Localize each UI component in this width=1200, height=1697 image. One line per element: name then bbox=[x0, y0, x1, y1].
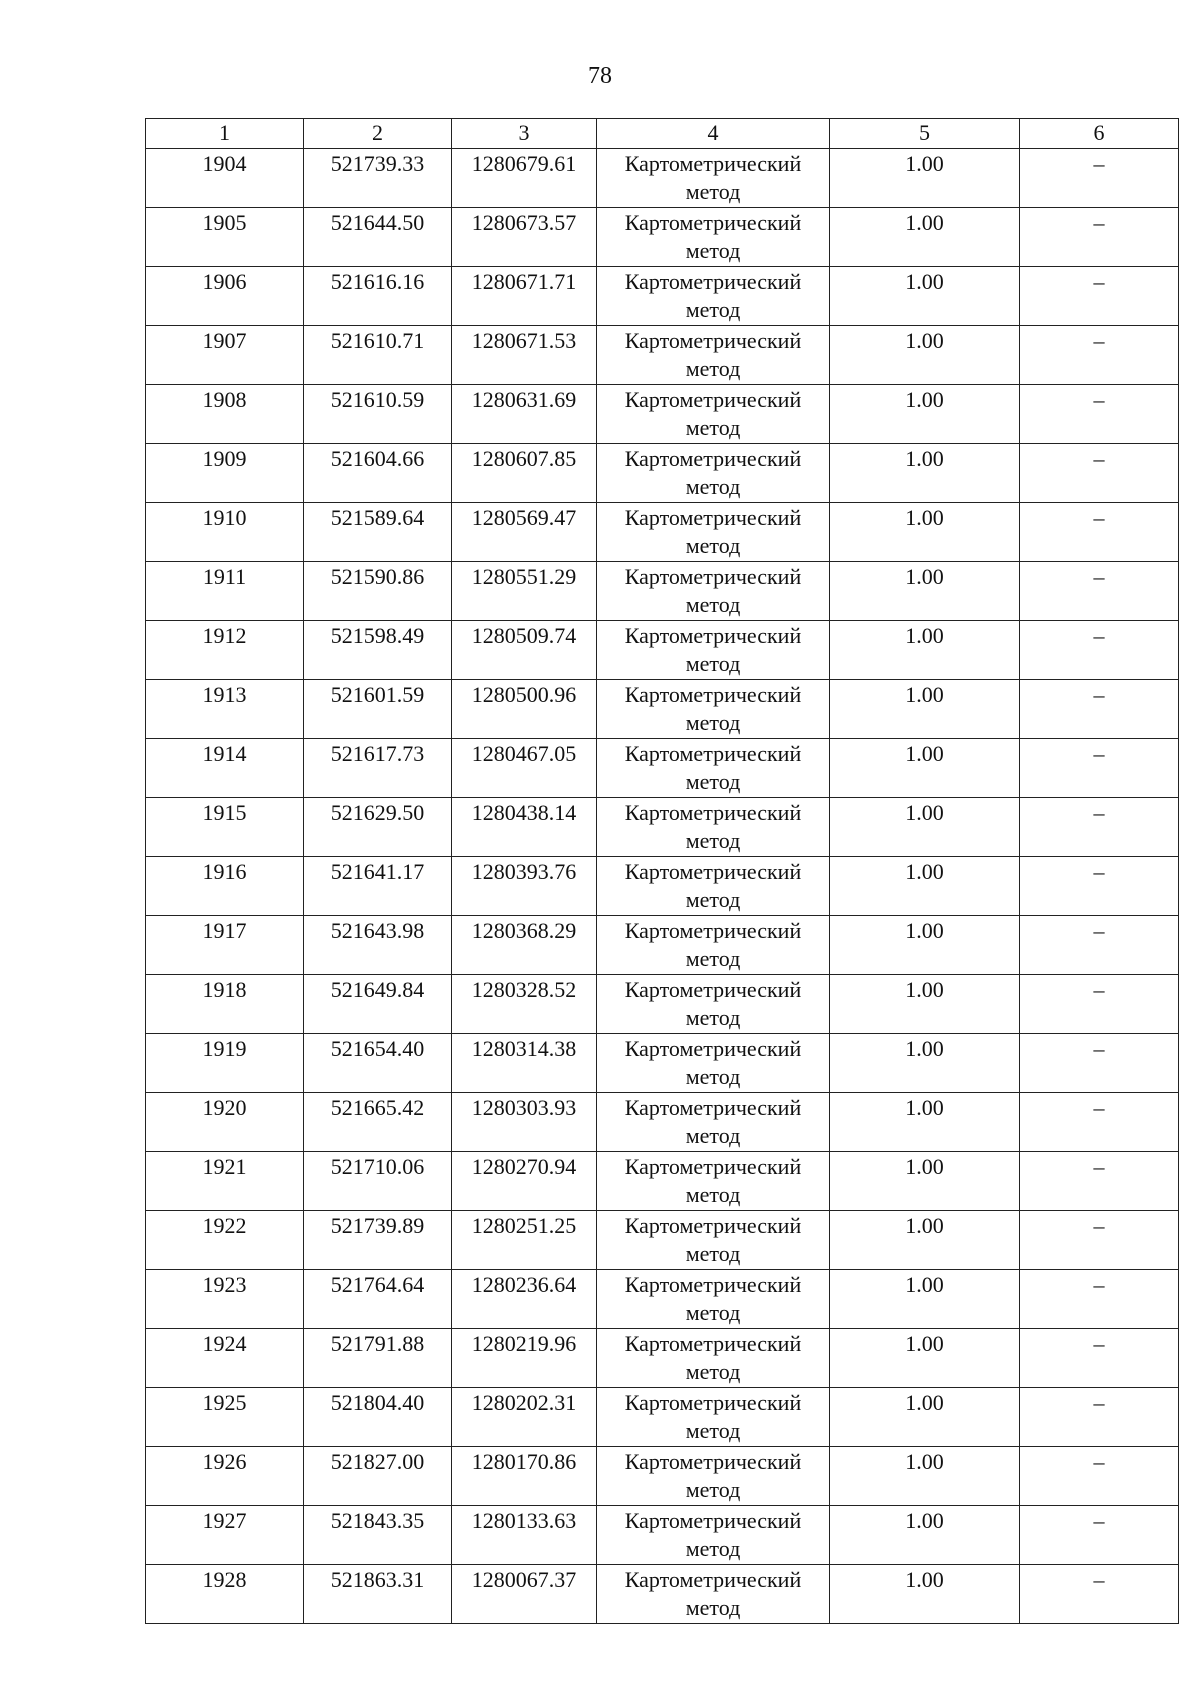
y-coordinate-cell: 1280671.53 bbox=[452, 326, 597, 385]
method-line-2: метод bbox=[685, 356, 741, 381]
note-cell: – bbox=[1020, 562, 1179, 621]
column-header-2: 2 bbox=[304, 119, 452, 149]
method-line-1: Картометрический bbox=[624, 623, 802, 648]
y-coordinate-cell: 1280067.37 bbox=[452, 1565, 597, 1624]
method-line-2: метод bbox=[685, 1182, 741, 1207]
method-line-1: Картометрический bbox=[624, 151, 802, 176]
method-line-2: метод bbox=[685, 1241, 741, 1266]
method-line-2: метод bbox=[685, 297, 741, 322]
point-number-cell: 1911 bbox=[146, 562, 304, 621]
x-coordinate-cell: 521764.64 bbox=[304, 1270, 452, 1329]
x-coordinate-cell: 521804.40 bbox=[304, 1388, 452, 1447]
x-coordinate-cell: 521654.40 bbox=[304, 1034, 452, 1093]
x-coordinate-cell: 521641.17 bbox=[304, 857, 452, 916]
table-header bbox=[146, 119, 1179, 149]
note-cell: – bbox=[1020, 1270, 1179, 1329]
method-cell bbox=[597, 680, 830, 739]
note-cell: – bbox=[1020, 149, 1179, 208]
method-line-2: метод bbox=[685, 1359, 741, 1384]
y-coordinate-cell: 1280368.29 bbox=[452, 916, 597, 975]
x-coordinate-cell: 521610.71 bbox=[304, 326, 452, 385]
table-row bbox=[146, 267, 1179, 326]
table-row bbox=[146, 208, 1179, 267]
accuracy-cell: 1.00 bbox=[830, 1270, 1020, 1329]
table-row bbox=[146, 1093, 1179, 1152]
method-line-2: метод bbox=[685, 828, 741, 853]
x-coordinate-cell: 521665.42 bbox=[304, 1093, 452, 1152]
x-coordinate-cell: 521629.50 bbox=[304, 798, 452, 857]
table-row bbox=[146, 1506, 1179, 1565]
table-row bbox=[146, 444, 1179, 503]
method-cell bbox=[597, 326, 830, 385]
table-row bbox=[146, 975, 1179, 1034]
method-line-1: Картометрический bbox=[624, 1390, 802, 1415]
note-cell: – bbox=[1020, 1034, 1179, 1093]
column-header-1: 1 bbox=[146, 119, 304, 149]
column-header-5: 5 bbox=[830, 119, 1020, 149]
table-row bbox=[146, 916, 1179, 975]
table-row bbox=[146, 621, 1179, 680]
accuracy-cell: 1.00 bbox=[830, 1093, 1020, 1152]
note-cell: – bbox=[1020, 680, 1179, 739]
method-line-2: метод bbox=[685, 1123, 741, 1148]
y-coordinate-cell: 1280500.96 bbox=[452, 680, 597, 739]
note-cell: – bbox=[1020, 326, 1179, 385]
x-coordinate-cell: 521598.49 bbox=[304, 621, 452, 680]
table-row bbox=[146, 739, 1179, 798]
method-line-1: Картометрический bbox=[624, 1213, 802, 1238]
accuracy-cell: 1.00 bbox=[830, 680, 1020, 739]
x-coordinate-cell: 521589.64 bbox=[304, 503, 452, 562]
y-coordinate-cell: 1280170.86 bbox=[452, 1447, 597, 1506]
y-coordinate-cell: 1280303.93 bbox=[452, 1093, 597, 1152]
method-line-2: метод bbox=[685, 179, 741, 204]
method-line-1: Картометрический bbox=[624, 210, 802, 235]
point-number-cell: 1913 bbox=[146, 680, 304, 739]
column-header-6: 6 bbox=[1020, 119, 1179, 149]
method-line-2: метод bbox=[685, 1595, 741, 1620]
x-coordinate-cell: 521649.84 bbox=[304, 975, 452, 1034]
accuracy-cell: 1.00 bbox=[830, 857, 1020, 916]
method-cell bbox=[597, 444, 830, 503]
x-coordinate-cell: 521604.66 bbox=[304, 444, 452, 503]
method-cell bbox=[597, 267, 830, 326]
method-line-1: Картометрический bbox=[624, 741, 802, 766]
note-cell: – bbox=[1020, 208, 1179, 267]
note-cell: – bbox=[1020, 1329, 1179, 1388]
method-cell bbox=[597, 975, 830, 1034]
note-cell: – bbox=[1020, 444, 1179, 503]
method-cell bbox=[597, 1093, 830, 1152]
method-cell bbox=[597, 1388, 830, 1447]
table-row bbox=[146, 562, 1179, 621]
method-line-1: Картометрический bbox=[624, 977, 802, 1002]
x-coordinate-cell: 521616.16 bbox=[304, 267, 452, 326]
method-line-1: Картометрический bbox=[624, 446, 802, 471]
y-coordinate-cell: 1280314.38 bbox=[452, 1034, 597, 1093]
method-line-1: Картометрический bbox=[624, 387, 802, 412]
y-coordinate-cell: 1280270.94 bbox=[452, 1152, 597, 1211]
point-number-cell: 1918 bbox=[146, 975, 304, 1034]
point-number-cell: 1924 bbox=[146, 1329, 304, 1388]
method-cell bbox=[597, 1565, 830, 1624]
x-coordinate-cell: 521617.73 bbox=[304, 739, 452, 798]
note-cell: – bbox=[1020, 739, 1179, 798]
point-number-cell: 1909 bbox=[146, 444, 304, 503]
y-coordinate-cell: 1280631.69 bbox=[452, 385, 597, 444]
x-coordinate-cell: 521739.89 bbox=[304, 1211, 452, 1270]
method-line-1: Картометрический bbox=[624, 682, 802, 707]
table-row bbox=[146, 1329, 1179, 1388]
note-cell: – bbox=[1020, 385, 1179, 444]
table-row bbox=[146, 857, 1179, 916]
y-coordinate-cell: 1280133.63 bbox=[452, 1506, 597, 1565]
method-cell bbox=[597, 1211, 830, 1270]
method-line-1: Картометрический bbox=[624, 859, 802, 884]
method-line-2: метод bbox=[685, 1418, 741, 1443]
point-number-cell: 1907 bbox=[146, 326, 304, 385]
note-cell: – bbox=[1020, 1447, 1179, 1506]
method-line-1: Картометрический bbox=[624, 1154, 802, 1179]
y-coordinate-cell: 1280202.31 bbox=[452, 1388, 597, 1447]
note-cell: – bbox=[1020, 798, 1179, 857]
x-coordinate-cell: 521601.59 bbox=[304, 680, 452, 739]
y-coordinate-cell: 1280679.61 bbox=[452, 149, 597, 208]
y-coordinate-cell: 1280551.29 bbox=[452, 562, 597, 621]
y-coordinate-cell: 1280251.25 bbox=[452, 1211, 597, 1270]
method-line-1: Картометрический bbox=[624, 1036, 802, 1061]
point-number-cell: 1917 bbox=[146, 916, 304, 975]
coordinates-table bbox=[145, 118, 1179, 1624]
y-coordinate-cell: 1280673.57 bbox=[452, 208, 597, 267]
method-cell bbox=[597, 208, 830, 267]
point-number-cell: 1921 bbox=[146, 1152, 304, 1211]
method-line-1: Картометрический bbox=[624, 269, 802, 294]
note-cell: – bbox=[1020, 621, 1179, 680]
method-line-2: метод bbox=[685, 710, 741, 735]
point-number-cell: 1912 bbox=[146, 621, 304, 680]
method-cell bbox=[597, 149, 830, 208]
accuracy-cell: 1.00 bbox=[830, 503, 1020, 562]
method-line-1: Картометрический bbox=[624, 918, 802, 943]
point-number-cell: 1926 bbox=[146, 1447, 304, 1506]
accuracy-cell: 1.00 bbox=[830, 444, 1020, 503]
method-cell bbox=[597, 385, 830, 444]
point-number-cell: 1910 bbox=[146, 503, 304, 562]
method-line-2: метод bbox=[685, 1536, 741, 1561]
method-cell bbox=[597, 1152, 830, 1211]
column-header-4: 4 bbox=[597, 119, 830, 149]
point-number-cell: 1920 bbox=[146, 1093, 304, 1152]
point-number-cell: 1928 bbox=[146, 1565, 304, 1624]
method-cell bbox=[597, 798, 830, 857]
accuracy-cell: 1.00 bbox=[830, 1447, 1020, 1506]
accuracy-cell: 1.00 bbox=[830, 798, 1020, 857]
method-cell bbox=[597, 503, 830, 562]
y-coordinate-cell: 1280509.74 bbox=[452, 621, 597, 680]
method-line-2: метод bbox=[685, 887, 741, 912]
note-cell: – bbox=[1020, 975, 1179, 1034]
point-number-cell: 1925 bbox=[146, 1388, 304, 1447]
accuracy-cell: 1.00 bbox=[830, 208, 1020, 267]
table-row bbox=[146, 1270, 1179, 1329]
accuracy-cell: 1.00 bbox=[830, 1034, 1020, 1093]
table-row bbox=[146, 1034, 1179, 1093]
note-cell: – bbox=[1020, 916, 1179, 975]
method-line-2: метод bbox=[685, 651, 741, 676]
method-line-2: метод bbox=[685, 1477, 741, 1502]
method-cell bbox=[597, 1447, 830, 1506]
accuracy-cell: 1.00 bbox=[830, 385, 1020, 444]
accuracy-cell: 1.00 bbox=[830, 1152, 1020, 1211]
table-row bbox=[146, 1565, 1179, 1624]
table-row bbox=[146, 149, 1179, 208]
x-coordinate-cell: 521827.00 bbox=[304, 1447, 452, 1506]
method-line-2: метод bbox=[685, 238, 741, 263]
y-coordinate-cell: 1280236.64 bbox=[452, 1270, 597, 1329]
method-cell bbox=[597, 739, 830, 798]
y-coordinate-cell: 1280219.96 bbox=[452, 1329, 597, 1388]
method-cell bbox=[597, 1034, 830, 1093]
y-coordinate-cell: 1280328.52 bbox=[452, 975, 597, 1034]
x-coordinate-cell: 521863.31 bbox=[304, 1565, 452, 1624]
note-cell: – bbox=[1020, 1152, 1179, 1211]
note-cell: – bbox=[1020, 503, 1179, 562]
method-cell bbox=[597, 916, 830, 975]
table-row bbox=[146, 1447, 1179, 1506]
point-number-cell: 1914 bbox=[146, 739, 304, 798]
point-number-cell: 1915 bbox=[146, 798, 304, 857]
accuracy-cell: 1.00 bbox=[830, 562, 1020, 621]
accuracy-cell: 1.00 bbox=[830, 149, 1020, 208]
accuracy-cell: 1.00 bbox=[830, 326, 1020, 385]
point-number-cell: 1904 bbox=[146, 149, 304, 208]
note-cell: – bbox=[1020, 267, 1179, 326]
method-line-2: метод bbox=[685, 1005, 741, 1030]
header-row bbox=[146, 119, 1179, 149]
note-cell: – bbox=[1020, 1093, 1179, 1152]
y-coordinate-cell: 1280569.47 bbox=[452, 503, 597, 562]
method-cell bbox=[597, 1270, 830, 1329]
point-number-cell: 1905 bbox=[146, 208, 304, 267]
method-line-1: Картометрический bbox=[624, 1449, 802, 1474]
method-cell bbox=[597, 621, 830, 680]
accuracy-cell: 1.00 bbox=[830, 975, 1020, 1034]
x-coordinate-cell: 521843.35 bbox=[304, 1506, 452, 1565]
page-number: 78 bbox=[588, 63, 612, 89]
accuracy-cell: 1.00 bbox=[830, 267, 1020, 326]
method-line-1: Картометрический bbox=[624, 1272, 802, 1297]
y-coordinate-cell: 1280467.05 bbox=[452, 739, 597, 798]
accuracy-cell: 1.00 bbox=[830, 1211, 1020, 1270]
accuracy-cell: 1.00 bbox=[830, 621, 1020, 680]
method-line-1: Картометрический bbox=[624, 564, 802, 589]
y-coordinate-cell: 1280393.76 bbox=[452, 857, 597, 916]
accuracy-cell: 1.00 bbox=[830, 916, 1020, 975]
note-cell: – bbox=[1020, 1388, 1179, 1447]
method-line-1: Картометрический bbox=[624, 1508, 802, 1533]
method-line-2: метод bbox=[685, 474, 741, 499]
accuracy-cell: 1.00 bbox=[830, 1329, 1020, 1388]
method-cell bbox=[597, 857, 830, 916]
table-row bbox=[146, 326, 1179, 385]
method-line-2: метод bbox=[685, 592, 741, 617]
accuracy-cell: 1.00 bbox=[830, 1388, 1020, 1447]
x-coordinate-cell: 521710.06 bbox=[304, 1152, 452, 1211]
table-body bbox=[146, 149, 1179, 1624]
point-number-cell: 1906 bbox=[146, 267, 304, 326]
note-cell: – bbox=[1020, 1565, 1179, 1624]
note-cell: – bbox=[1020, 1211, 1179, 1270]
note-cell: – bbox=[1020, 857, 1179, 916]
method-line-2: метод bbox=[685, 1300, 741, 1325]
x-coordinate-cell: 521739.33 bbox=[304, 149, 452, 208]
y-coordinate-cell: 1280438.14 bbox=[452, 798, 597, 857]
point-number-cell: 1923 bbox=[146, 1270, 304, 1329]
method-line-1: Картометрический bbox=[624, 328, 802, 353]
method-line-1: Картометрический bbox=[624, 505, 802, 530]
table-row bbox=[146, 798, 1179, 857]
method-line-1: Картометрический bbox=[624, 1331, 802, 1356]
method-line-2: метод bbox=[685, 1064, 741, 1089]
point-number-cell: 1908 bbox=[146, 385, 304, 444]
table-row bbox=[146, 1388, 1179, 1447]
note-cell: – bbox=[1020, 1506, 1179, 1565]
method-line-1: Картометрический bbox=[624, 1567, 802, 1592]
x-coordinate-cell: 521643.98 bbox=[304, 916, 452, 975]
x-coordinate-cell: 521590.86 bbox=[304, 562, 452, 621]
point-number-cell: 1927 bbox=[146, 1506, 304, 1565]
method-line-2: метод bbox=[685, 415, 741, 440]
table-row bbox=[146, 503, 1179, 562]
x-coordinate-cell: 521644.50 bbox=[304, 208, 452, 267]
accuracy-cell: 1.00 bbox=[830, 1506, 1020, 1565]
x-coordinate-cell: 521791.88 bbox=[304, 1329, 452, 1388]
method-line-2: метод bbox=[685, 769, 741, 794]
method-line-2: метод bbox=[685, 533, 741, 558]
table-row bbox=[146, 1152, 1179, 1211]
accuracy-cell: 1.00 bbox=[830, 739, 1020, 798]
accuracy-cell: 1.00 bbox=[830, 1565, 1020, 1624]
column-header-3: 3 bbox=[452, 119, 597, 149]
y-coordinate-cell: 1280671.71 bbox=[452, 267, 597, 326]
method-cell bbox=[597, 562, 830, 621]
point-number-cell: 1919 bbox=[146, 1034, 304, 1093]
point-number-cell: 1922 bbox=[146, 1211, 304, 1270]
method-line-2: метод bbox=[685, 946, 741, 971]
method-line-1: Картометрический bbox=[624, 1095, 802, 1120]
y-coordinate-cell: 1280607.85 bbox=[452, 444, 597, 503]
table-row bbox=[146, 680, 1179, 739]
table-row bbox=[146, 385, 1179, 444]
method-line-1: Картометрический bbox=[624, 800, 802, 825]
method-cell bbox=[597, 1329, 830, 1388]
method-cell bbox=[597, 1506, 830, 1565]
x-coordinate-cell: 521610.59 bbox=[304, 385, 452, 444]
table-row bbox=[146, 1211, 1179, 1270]
point-number-cell: 1916 bbox=[146, 857, 304, 916]
